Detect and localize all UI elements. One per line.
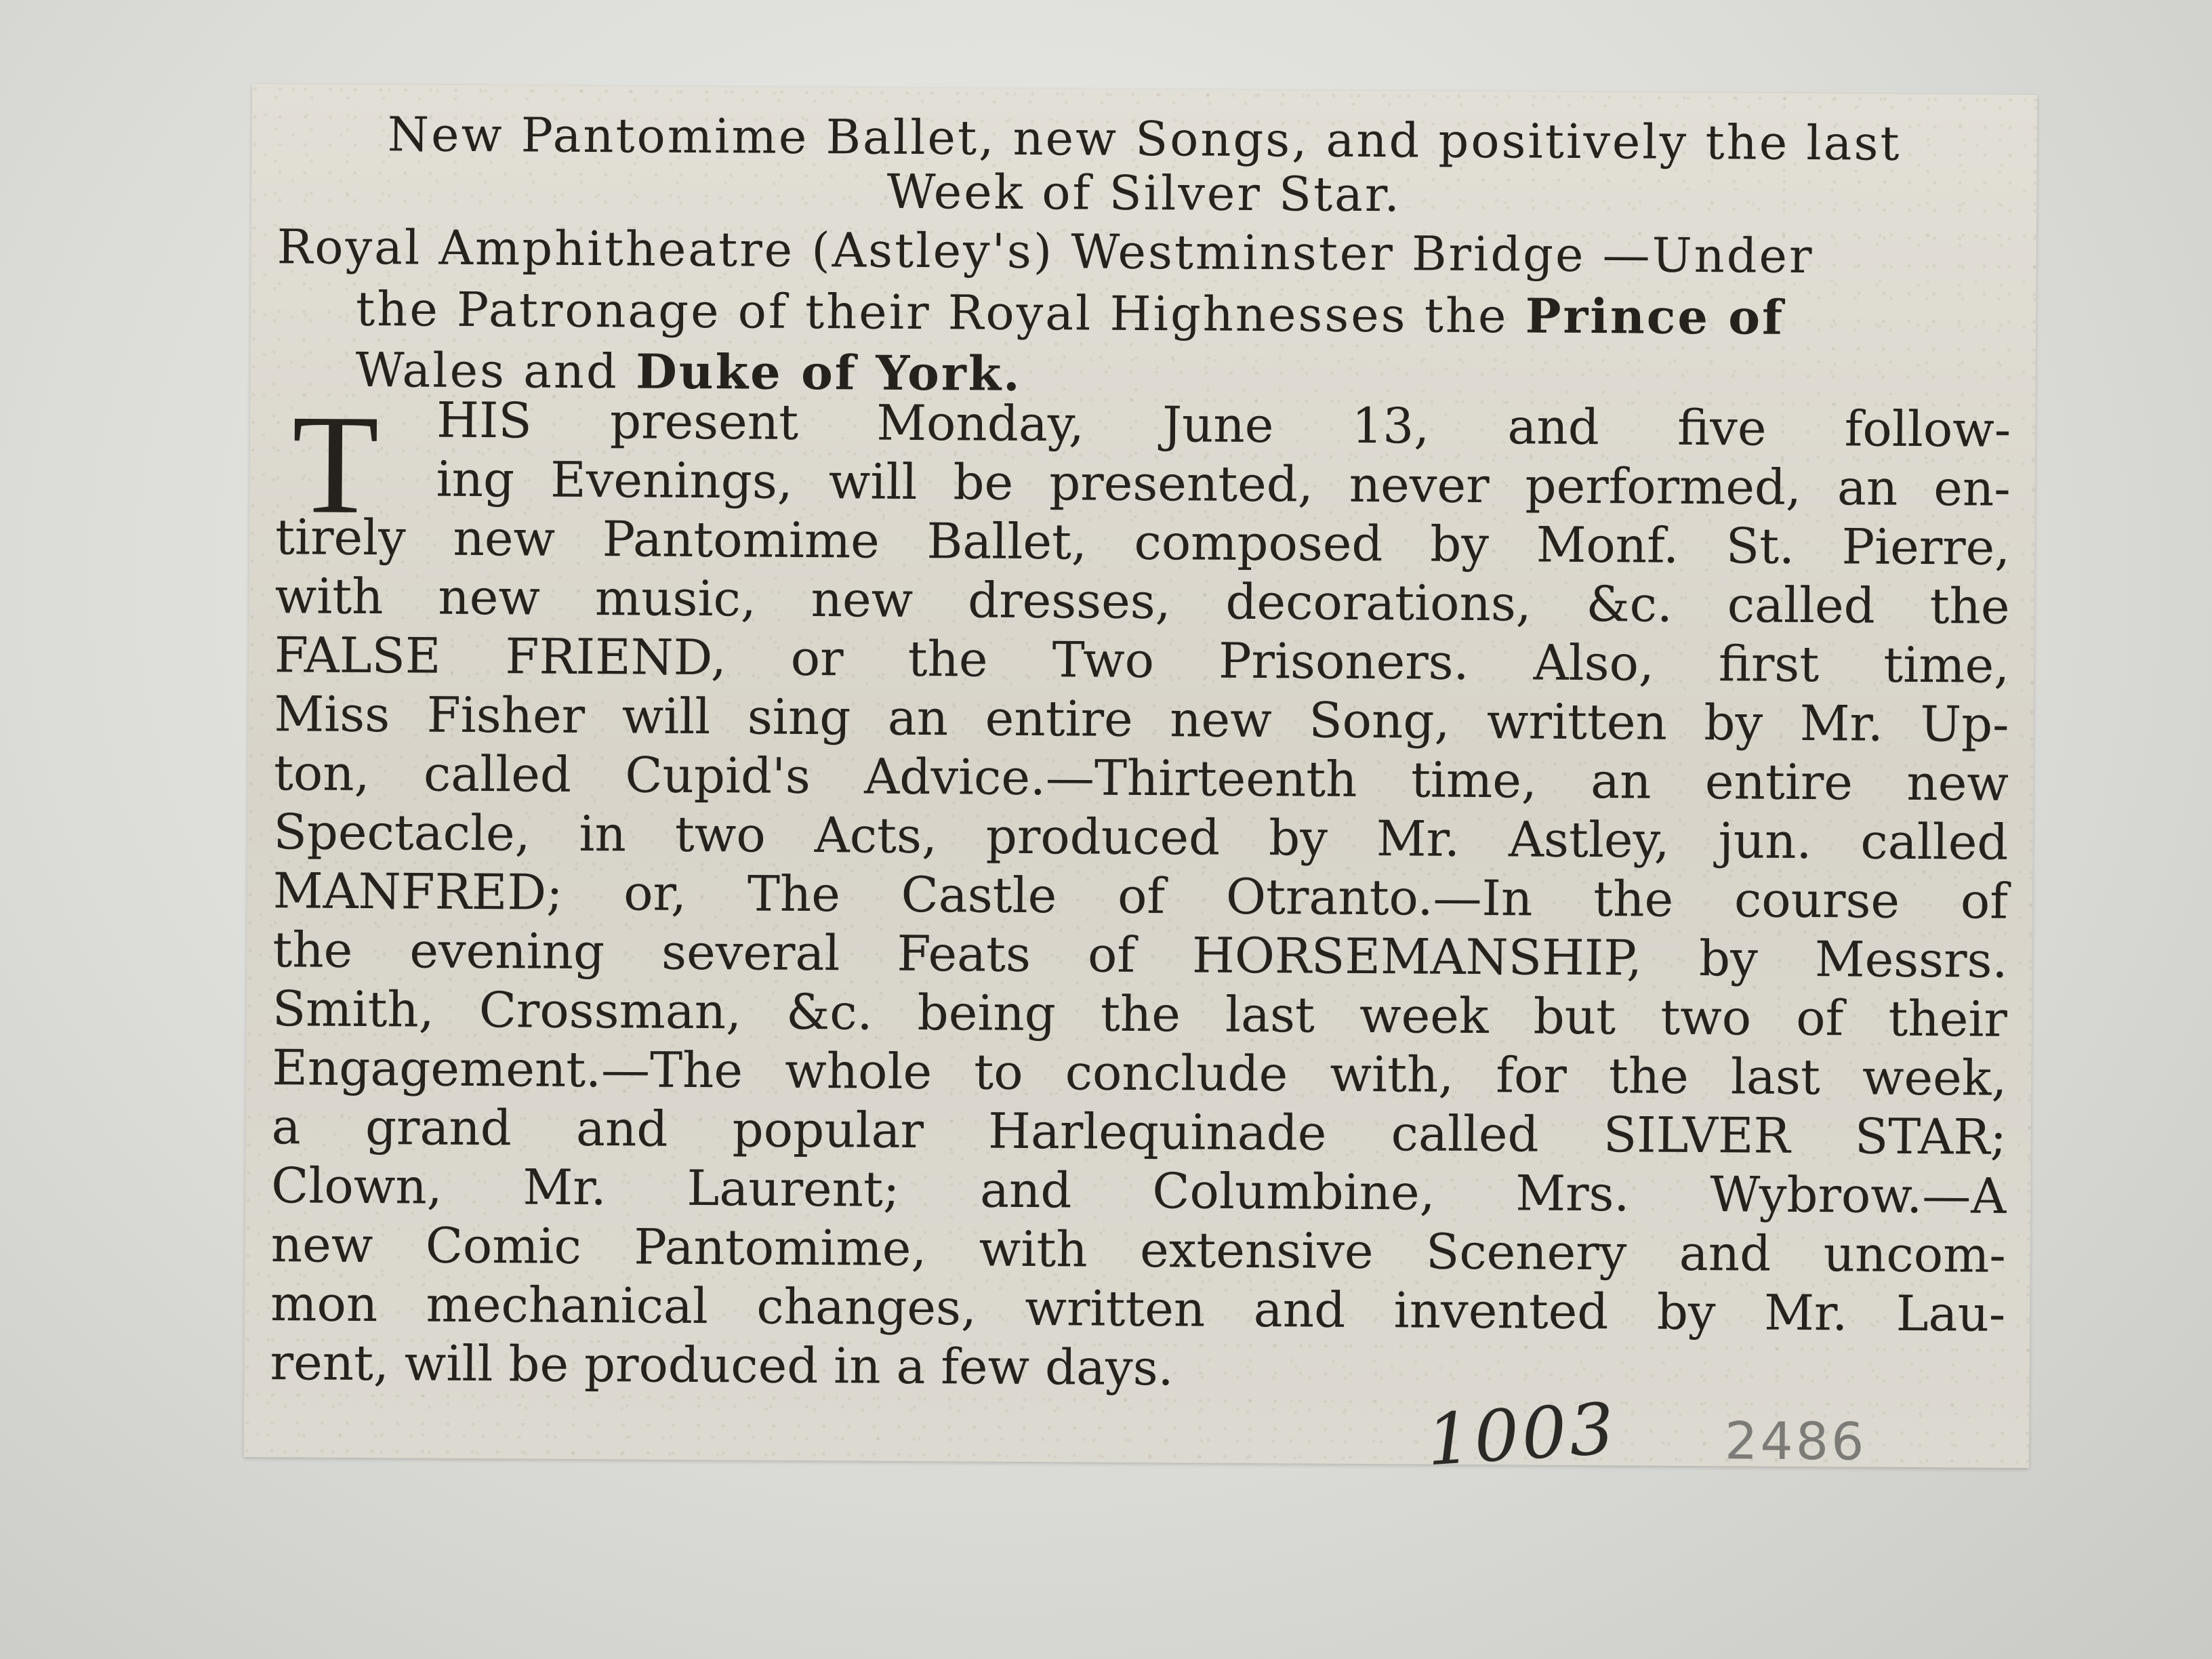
venue-line-2-bold: Prince of bbox=[1525, 287, 1785, 346]
body-line: HIS present Monday, June 13, and five follow- bbox=[436, 391, 2011, 458]
body-line: ing Evenings, will be presented, never performed, an en- bbox=[436, 450, 2011, 517]
body-line: rent, will be produced in a few days. bbox=[270, 1334, 1174, 1397]
body-line: Engagement.—The whole to conclude with, for the last week, bbox=[272, 1039, 2007, 1107]
drop-cap: T bbox=[291, 386, 380, 544]
handwritten-catalog-number: 1003 bbox=[1424, 1387, 1620, 1482]
body-line: new Comic Pantomime, with extensive Scenery and uncom- bbox=[270, 1216, 2006, 1284]
pencil-catalog-number: 2486 bbox=[1724, 1410, 1867, 1472]
body-line: Clown, Mr. Laurent; and Columbine, Mrs. Wybrow.—A bbox=[271, 1157, 2007, 1225]
body-line: tirely new Pantomime Ballet, composed by Monf. St. Pierre, bbox=[274, 508, 2011, 576]
body-line: Smith, Crossman, &c. being the last week but two of their bbox=[272, 980, 2008, 1048]
venue-line-2-text: the Patronage of their Royal Highnesses the bbox=[355, 281, 1525, 344]
body-line: MANFRED; or, The Castle of Otranto.—In the course of bbox=[272, 862, 2009, 930]
venue-line-2 bbox=[355, 281, 1785, 346]
body-line: the evening several Feats of HORSEMANSHIP, by Messrs. bbox=[272, 921, 2008, 989]
venue-line-3-bold: Duke of York. bbox=[635, 343, 1022, 402]
venue-line-3 bbox=[355, 342, 1022, 402]
body-line: FALSE FRIEND, or the Two Prisoners. Also, first time, bbox=[274, 626, 2010, 694]
headline-line-1: New Pantomime Ballet, new Songs, and positively the last bbox=[387, 106, 1902, 171]
venue-line-1: Royal Amphitheatre (Astley's) Westminster Bridge —Under bbox=[276, 219, 1814, 285]
newspaper-clipping bbox=[244, 84, 2037, 1482]
body-line: mon mechanical changes, written and invented by Mr. Lau- bbox=[270, 1275, 2006, 1343]
body-line: a grand and popular Harlequinade called SILVER STAR; bbox=[271, 1098, 2007, 1166]
body-line: Spectacle, in two Acts, produced by Mr. Astley, jun. called bbox=[273, 803, 2009, 871]
headline-line-2: Week of Silver Star. bbox=[886, 163, 1402, 223]
body-line: with new music, new dresses, decorations, &c. called the bbox=[274, 567, 2010, 635]
body-line: ton, called Cupid's Advice.—Thirteenth time, an entire new bbox=[273, 744, 2009, 812]
venue-line-3-text: Wales and bbox=[355, 342, 636, 400]
body-line: Miss Fisher will sing an entire new Song, written by Mr. Up- bbox=[274, 685, 2009, 753]
